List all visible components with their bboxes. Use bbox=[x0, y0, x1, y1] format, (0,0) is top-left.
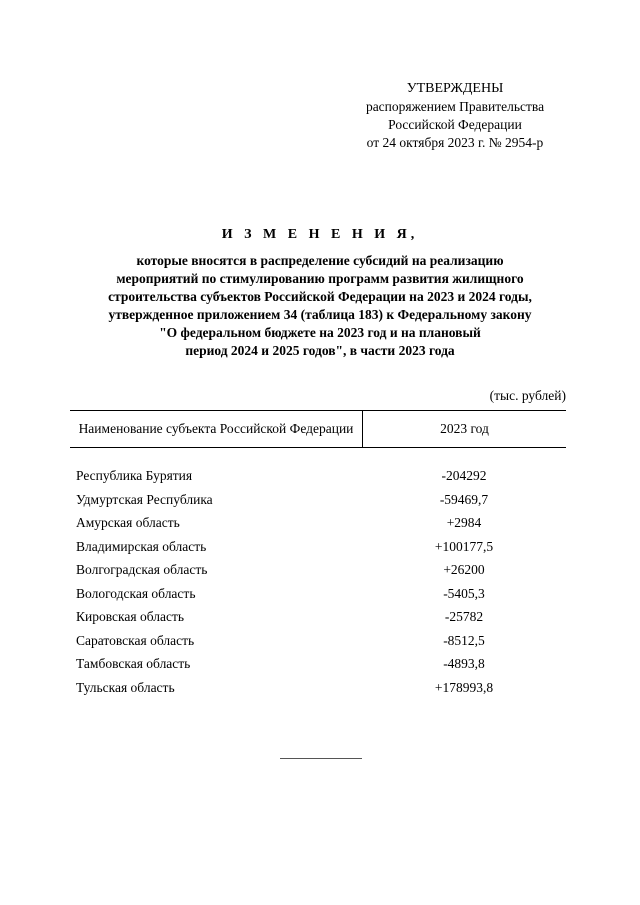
cell-subject-name: Удмуртская Республика bbox=[76, 491, 213, 507]
approval-stamp bbox=[340, 80, 570, 152]
cell-value: -8512,5 bbox=[443, 632, 485, 648]
document-title bbox=[60, 226, 580, 360]
cell-value: +2984 bbox=[446, 515, 482, 530]
title-line: "О федеральном бюджете на 2023 год и на плановый bbox=[159, 325, 481, 340]
cell-value: -25782 bbox=[444, 609, 484, 624]
table-row bbox=[70, 652, 566, 676]
cell-value: +100177,5 bbox=[434, 538, 494, 554]
table-body bbox=[70, 448, 566, 699]
cell-value: -4893,8 bbox=[443, 656, 485, 671]
title-line: мероприятий по стимулированию программ развития жилищного bbox=[116, 271, 524, 286]
cell-subject-name: Тульская область bbox=[76, 679, 175, 695]
subsidy-table bbox=[70, 410, 566, 699]
table-row bbox=[70, 464, 566, 488]
cell-value: +178993,8 bbox=[434, 679, 494, 695]
table-row bbox=[70, 558, 566, 582]
approval-line: Российской Федерации bbox=[388, 117, 522, 132]
table-row bbox=[70, 629, 566, 653]
table-header bbox=[70, 410, 566, 448]
cell-subject-name: Тамбовская область bbox=[76, 656, 191, 671]
cell-subject-name: Владимирская область bbox=[76, 538, 207, 554]
table-row bbox=[70, 605, 566, 629]
title-line: которые вносятся в распределение субсидий на реализацию bbox=[136, 253, 504, 268]
title-main: И З М Е Н Е Н И Я, bbox=[221, 227, 419, 242]
end-divider bbox=[280, 758, 362, 759]
cell-value: +26200 bbox=[443, 562, 485, 577]
cell-subject-name: Саратовская область bbox=[76, 632, 195, 648]
title-line: строительства субъектов Российской Федерации на 2023 и 2024 годы, bbox=[108, 289, 532, 304]
title-line: утвержденное приложением 34 (таблица 183) к Федеральному закону bbox=[108, 307, 532, 322]
units-label: (тыс. рублей) bbox=[489, 388, 566, 403]
approval-line: от 24 октября 2023 г. № 2954-р bbox=[366, 135, 544, 150]
table-row bbox=[70, 511, 566, 535]
approval-line: распоряжением Правительства bbox=[365, 99, 545, 114]
table-row bbox=[70, 488, 566, 512]
cell-subject-name: Амурская область bbox=[76, 515, 180, 530]
cell-value: -5405,3 bbox=[443, 585, 485, 601]
header-year: 2023 год bbox=[440, 421, 489, 436]
cell-value: -204292 bbox=[441, 468, 487, 483]
table-row bbox=[70, 535, 566, 559]
cell-subject-name: Кировская область bbox=[76, 609, 185, 624]
title-line: период 2024 и 2025 годов", в части 2023 года bbox=[185, 343, 455, 358]
cell-subject-name: Вологодская область bbox=[76, 585, 196, 601]
table-row bbox=[70, 582, 566, 606]
approval-heading: УТВЕРЖДЕНЫ bbox=[406, 81, 504, 96]
cell-subject-name: Волгоградская область bbox=[76, 562, 208, 577]
cell-value: -59469,7 bbox=[439, 491, 489, 507]
cell-subject-name: Республика Бурятия bbox=[76, 468, 193, 483]
header-subject: Наименование субъекта Российской Федерации bbox=[70, 411, 363, 447]
table-row bbox=[70, 676, 566, 700]
